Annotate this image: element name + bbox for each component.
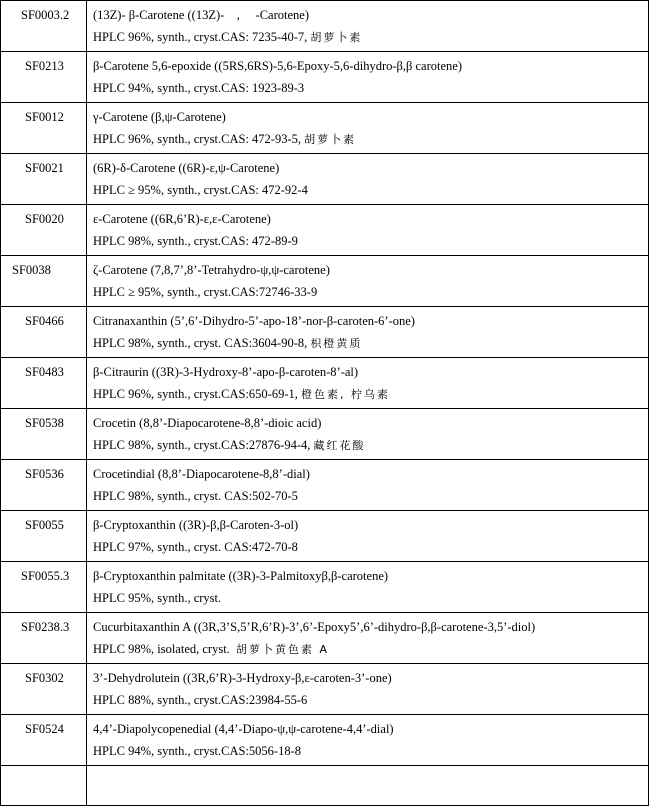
table-row [1, 664, 649, 715]
product-name: Cucurbitaxanthin A ((3R,3’S,5’R,6’R)-3’,6’-Epoxy5’,6’-dihydro-β,β-carotene-3,5’-diol) [93, 620, 536, 634]
description-cell [87, 715, 649, 766]
table-row [1, 460, 649, 511]
spec-text: HPLC 97%, synth., cryst. CAS:472-70-8 [93, 540, 298, 554]
product-spec [93, 640, 648, 663]
code-cell [1, 511, 87, 562]
product-code: SF0055 [25, 518, 64, 532]
product-name: Crocetin (8,8’-Diapocarotene-8,8’-dioic acid) [93, 416, 322, 430]
description-cell [87, 52, 649, 103]
description-cell [87, 766, 649, 806]
product-code: SF0021 [25, 161, 64, 175]
description-cell [87, 103, 649, 154]
code-cell [1, 409, 87, 460]
code-cell [1, 766, 87, 806]
description-cell [87, 256, 649, 307]
product-spec [93, 487, 648, 510]
table-row [1, 409, 649, 460]
product-code: SF0020 [25, 212, 64, 226]
table-row [1, 562, 649, 613]
table-row [1, 1, 649, 52]
description-cell [87, 562, 649, 613]
chinese-name: 胡萝卜素 [310, 31, 363, 44]
spec-text: HPLC 95%, synth., cryst. [93, 591, 222, 605]
description-cell [87, 613, 649, 664]
product-name: 3’-Dehydrolutein ((3R,6’R)-3-Hydroxy-β,ε-caroten-3’-one) [93, 671, 392, 685]
description-cell [87, 664, 649, 715]
spec-text: HPLC 94%, synth., cryst.CAS:5056-18-8 [93, 744, 301, 758]
code-cell [1, 154, 87, 205]
table-row [1, 511, 649, 562]
table-row [1, 613, 649, 664]
product-name: Citranaxanthin (5’,6’-Dihydro-5’-apo-18’-nor-β-caroten-6’-one) [93, 314, 415, 328]
description-cell [87, 307, 649, 358]
product-spec [93, 742, 648, 765]
description-cell [87, 409, 649, 460]
table-row [1, 715, 649, 766]
product-table-body [1, 1, 649, 806]
code-cell [1, 358, 87, 409]
chinese-name: 橙色素, 柠乌素 [301, 388, 390, 401]
product-spec [93, 691, 648, 714]
product-code: SF0055.3 [21, 569, 70, 583]
code-cell [1, 103, 87, 154]
product-code: SF0038 [12, 263, 51, 277]
table-row [1, 358, 649, 409]
product-name: 4,4’-Diapolycopenedial (4,4’-Diapo-ψ,ψ-carotene-4,4’-dial) [93, 722, 394, 736]
product-spec [93, 79, 648, 102]
product-code: SF0538 [25, 416, 64, 430]
product-name: (6R)-δ-Carotene ((6R)-ε,ψ-Carotene) [93, 161, 280, 175]
code-cell [1, 613, 87, 664]
table-row [1, 103, 649, 154]
code-cell [1, 205, 87, 256]
chinese-name: 胡萝卜黄色素 A [236, 643, 330, 656]
table-row [1, 256, 649, 307]
chinese-name: 胡萝卜素 [304, 133, 357, 146]
product-name: ζ-Carotene (7,8,7’,8’-Tetrahydro-ψ,ψ-carotene) [93, 263, 330, 277]
product-spec [93, 130, 648, 153]
product-spec [93, 181, 648, 204]
product-code: SF0213 [25, 59, 64, 73]
product-spec [93, 436, 648, 459]
code-cell [1, 256, 87, 307]
description-cell [87, 358, 649, 409]
spec-text: HPLC 98%, synth., cryst. CAS:3604-90-8, [93, 336, 308, 350]
product-spec [93, 589, 648, 612]
product-spec [93, 283, 648, 306]
product-name: β-Carotene 5,6-epoxide ((5RS,6RS)-5,6-Epoxy-5,6-dihydro-β,β carotene) [93, 59, 462, 73]
product-spec [93, 538, 648, 561]
code-cell [1, 562, 87, 613]
code-cell [1, 460, 87, 511]
spec-text: HPLC 96%, synth., cryst.CAS:650-69-1, [93, 387, 298, 401]
description-cell [87, 511, 649, 562]
product-code: SF0536 [25, 467, 64, 481]
product-name: β-Citraurin ((3R)-3-Hydroxy-8’-apo-β-caroten-8’-al) [93, 365, 359, 379]
product-name: β-Cryptoxanthin palmitate ((3R)-3-Palmitoxyβ,β-carotene) [93, 569, 389, 583]
table-row [1, 307, 649, 358]
description-cell [87, 1, 649, 52]
spec-text: HPLC 98%, synth., cryst.CAS: 472-89-9 [93, 234, 298, 248]
description-cell [87, 205, 649, 256]
spec-text: HPLC 94%, synth., cryst.CAS: 1923-89-3 [93, 81, 305, 95]
spec-text: HPLC 96%, synth., cryst.CAS: 472-93-5, [93, 132, 301, 146]
chinese-name: 藏红花酸 [313, 439, 366, 452]
product-code: SF0302 [25, 671, 64, 685]
product-spec [93, 232, 648, 255]
code-cell [1, 52, 87, 103]
code-cell [1, 664, 87, 715]
product-code: SF0012 [25, 110, 64, 124]
spec-text: HPLC 98%, isolated, cryst. [93, 642, 230, 656]
table-row [1, 52, 649, 103]
spec-text: HPLC 98%, synth., cryst. CAS:502-70-5 [93, 489, 298, 503]
table-row-partial [1, 766, 649, 806]
chinese-name: 枳橙黄质 [310, 337, 363, 350]
product-spec [93, 28, 648, 51]
spec-text: HPLC 96%, synth., cryst.CAS: 7235-40-7, [93, 30, 308, 44]
product-code: SF0003.2 [21, 8, 70, 22]
product-name: ε-Carotene ((6R,6’R)-ε,ε-Carotene) [93, 212, 271, 226]
product-spec [93, 385, 648, 408]
code-cell [1, 307, 87, 358]
spec-text: HPLC ≥ 95%, synth., cryst.CAS: 472-92-4 [93, 183, 308, 197]
spec-text: HPLC 98%, synth., cryst.CAS:27876-94-4, [93, 438, 311, 452]
product-code: SF0238.3 [21, 620, 70, 634]
table-row [1, 154, 649, 205]
product-code: SF0466 [25, 314, 64, 328]
description-cell [87, 460, 649, 511]
table-row [1, 205, 649, 256]
product-code: SF0483 [25, 365, 64, 379]
product-name: (13Z)- β-Carotene ((13Z)- , -Carotene) [93, 8, 309, 22]
code-cell [1, 715, 87, 766]
spec-text: HPLC 88%, synth., cryst.CAS:23984-55-6 [93, 693, 308, 707]
description-cell [87, 154, 649, 205]
spec-text: HPLC ≥ 95%, synth., cryst.CAS:72746-33-9 [93, 285, 318, 299]
product-name: Crocetindial (8,8’-Diapocarotene-8,8’-dial) [93, 467, 310, 481]
product-code: SF0524 [25, 722, 64, 736]
code-cell [1, 1, 87, 52]
product-spec [93, 334, 648, 357]
product-name: β-Cryptoxanthin ((3R)-β,β-Caroten-3-ol) [93, 518, 299, 532]
product-name: γ-Carotene (β,ψ-Carotene) [93, 110, 226, 124]
